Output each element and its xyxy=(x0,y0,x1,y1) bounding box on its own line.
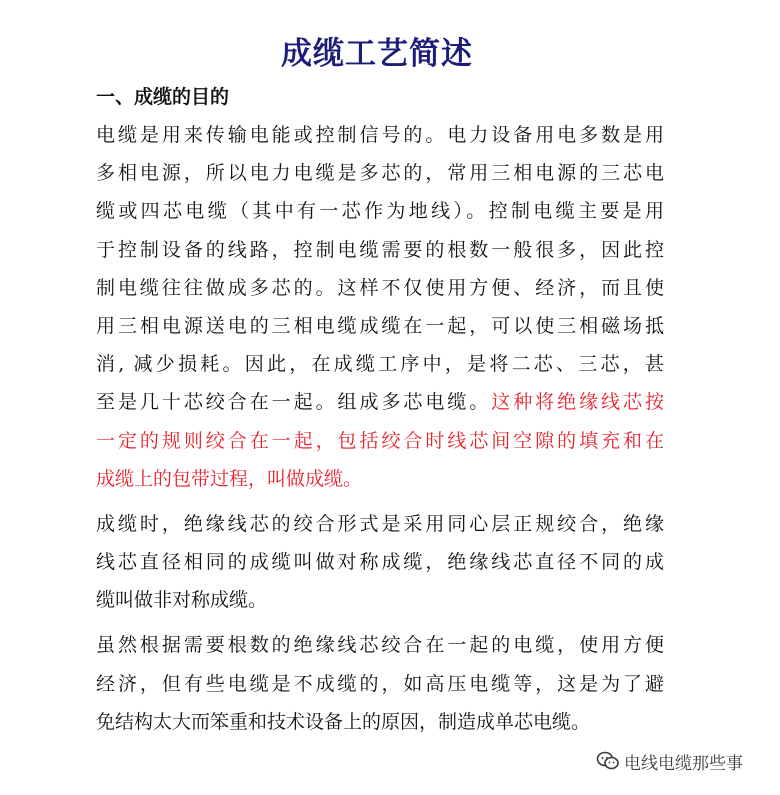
text-line: 缆或四芯电缆（其中有一芯作为地线）。控制电缆主要是用 xyxy=(96,200,664,223)
section-heading: 一、成缆的目的 xyxy=(96,86,230,108)
text-line: 缆叫做非对称成缆。 xyxy=(96,589,268,612)
text-line: 成缆时，绝缘线芯的绞合形式是采用同心层正规绞合，绝缘 xyxy=(96,512,664,535)
highlighted-definition-line: 成缆上的包带过程，叫做成缆。 xyxy=(96,467,363,490)
text-line: 免结构太大而笨重和技术设备上的原因，制造成单芯电缆。 xyxy=(96,710,591,733)
paragraph-purpose xyxy=(96,116,664,498)
text-line: 电缆是用来传输电能或控制信号的。电力设备用电多数是用 xyxy=(96,124,664,146)
text-line: 多相电源，所以电力电缆是多芯的，常用三相电源的三芯电 xyxy=(96,162,664,185)
document-title: 成缆工艺简述 xyxy=(281,36,473,72)
text-line: 经济，但有些电缆是不成缆的，如高压电缆等，这是为了避 xyxy=(96,672,664,695)
highlighted-definition: 这种将绝缘线芯按 xyxy=(491,391,664,414)
paragraph-single-core xyxy=(96,626,664,741)
text-line: 线芯直径相同的成缆叫做对称成缆，绝缘线芯直径不同的成 xyxy=(96,551,664,574)
paragraph-gap xyxy=(96,498,664,505)
document-body xyxy=(96,116,664,741)
watermark xyxy=(596,746,743,776)
text-line-mixed xyxy=(96,383,664,421)
text-line: 虽然根据需要根数的绝缘线芯绞合在一起的电缆，使用方便 xyxy=(96,634,664,657)
highlighted-definition-line: 一定的规则绞合在一起，包括绞合时线芯间空隙的填充和在 xyxy=(96,429,664,452)
text-line: 于控制设备的线路，控制电缆需要的根数一般很多，因此控 xyxy=(96,238,664,261)
paragraph-gap xyxy=(96,619,664,626)
text-line: 制电缆往往做成多芯的。这样不仅使用方便、经济，而且使 xyxy=(96,276,664,299)
text-line: 用三相电源送电的三相电缆成缆在一起，可以使三相磁场抵 xyxy=(96,314,664,337)
paragraph-stranding-form xyxy=(96,505,664,620)
watermark-text: 电线电缆那些事 xyxy=(624,753,743,774)
wechat-channel-icon xyxy=(596,750,620,772)
text-line: 消, 减少损耗。因此，在成缆工序中，是将二芯、三芯，甚 xyxy=(96,353,664,376)
text-segment: 至是几十芯绞合在一起。组成多芯电缆。 xyxy=(96,391,492,414)
